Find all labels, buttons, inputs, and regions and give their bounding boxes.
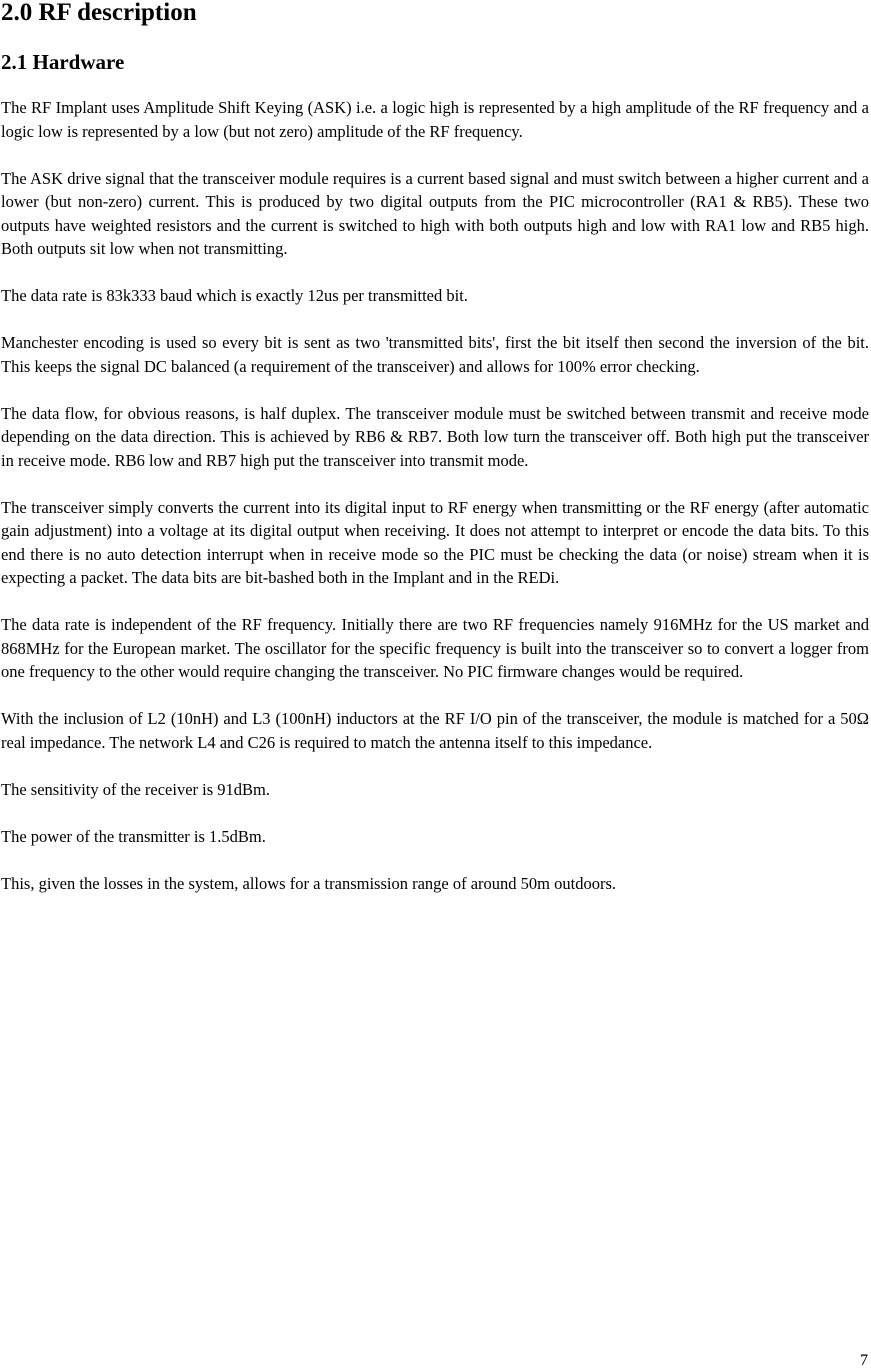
paragraph-impedance-matching: With the inclusion of L2 (10nH) and L3 (100nH) inductors at the RF I/O pin of the transceiver, the module is matched for a 50Ω real impedance. The network L4 and C26 is required to match the antenna itself to this impedance.: [1, 709, 869, 752]
paragraph-transmitter-power: The power of the transmitter is 1.5dBm.: [1, 826, 266, 846]
paragraph-half-duplex: The data flow, for obvious reasons, is half duplex. The transceiver module must be switched between transmit and receive mode depending on the data direction. This is achieved by RB6 & RB7. Both low turn the transceiver off. Both high put the transceiver in receive mode. RB6 low and RB7 high put the transceiver into transmit mode.: [1, 403, 869, 470]
paragraph-ask-overview: The RF Implant uses Amplitude Shift Keying (ASK) i.e. a logic high is represented by a high amplitude of the RF frequency and a logic low is represented by a low (but not zero) amplitude of the RF frequency.: [1, 98, 869, 141]
page-content: [1, 0, 869, 895]
paragraph-receiver-sensitivity: The sensitivity of the receiver is 91dBm.: [1, 779, 270, 799]
paragraph-data-rate: The data rate is 83k333 baud which is exactly 12us per transmitted bit.: [1, 286, 468, 305]
paragraph-rf-frequency: The data rate is independent of the RF frequency. Initially there are two RF frequencies namely 916MHz for the US market and 868MHz for the European market. The oscillator for the specific frequency is built into the transceiver so to convert a logger from one frequency to the other would require changing the transceiver. No PIC firmware changes would be required.: [1, 615, 869, 681]
paragraph-manchester-encoding: Manchester encoding is used so every bit is sent as two 'transmitted bits', first the bit itself then second the inversion of the bit. This keeps the signal DC balanced (a requirement of the transceiver) and allows for 100% error checking.: [1, 333, 869, 376]
paragraph-ask-drive-signal: The ASK drive signal that the transceiver module requires is a current based signal and must switch between a higher current and a lower (but non-zero) current. This is produced by two digital outputs from the PIC microcontroller (RA1 & RB5). These two outputs have weighted resistors and the current is switched to high with both outputs high and low with RA1 low and RB5 high. Both outputs sit low when not transmitting.: [1, 168, 869, 258]
subsection-heading: 2.1 Hardware: [1, 50, 125, 74]
paragraph-transmission-range: This, given the losses in the system, allows for a transmission range of around 50m outdoors.: [1, 873, 616, 893]
paragraph-transceiver-operation: The transceiver simply converts the current into its digital input to RF energy when transmitting or the RF energy (after automatic gain adjustment) into a voltage at its digital output when receiving. It does not attempt to interpret or encode the data bits. To this end there is no auto detection interrupt when in receive mode so the PIC must be checking the data (or noise) stream when it is expecting a packet. The data bits are bit-bashed both in the Implant and in the REDi.: [1, 497, 869, 587]
section-heading: 2.0 RF description: [1, 0, 197, 26]
page-number: 7: [860, 1352, 868, 1369]
